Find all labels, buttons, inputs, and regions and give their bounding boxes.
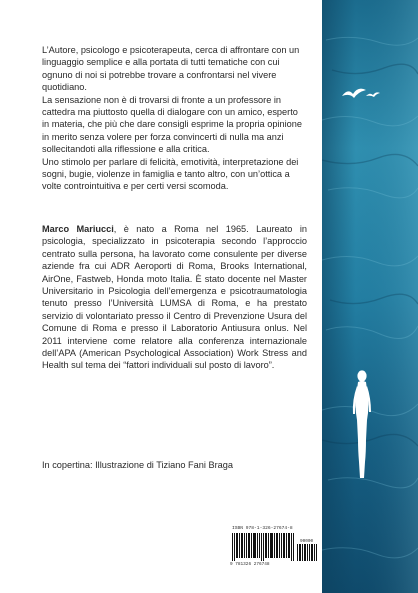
sea-background [322, 0, 418, 593]
cover-credit: In copertina: Illustrazione di Tiziano Fani Braga [42, 460, 233, 470]
isbn-text: ISBN 978-1-326-27674-8 [232, 526, 293, 531]
text-column [42, 44, 307, 372]
cover-illustration-strip [322, 0, 418, 593]
barcode [228, 526, 320, 570]
intro-paragraph-1: L’Autore, psicologo e psicoterapeuta, cerca di affrontare con un linguaggio semplice e alla portata di tutti tematiche con cui ognuno di noi si potrebbe trovare a confrontarsi nel vivere quotidiano. [42, 45, 300, 93]
ean-digits: 9 781326 276748 [230, 562, 270, 567]
barcode-addon-bars [296, 538, 318, 561]
author-bio [42, 223, 307, 372]
author-name: Marco Mariucci [42, 223, 114, 234]
author-bio-text: , è nato a Roma nel 1965. Laureato in psicologia, specializzato in psicoterapia secondo l’approccio centrato sulla persona, ha lavorato come consulente per diverse aziende fra cui ADR Aeroporti di Roma, Brooks International, AirOne, Fastweb, Honda moto Italia. È stato docente nel Master Universitario in Psicologia dell’emergenza e psicotraumatologia tenuto presso l’Università LUMSA di Roma, e ha prestato servizio di volontariato presso il Centro di Prevenzione Usura del Comune di Roma e presso il Laboratorio Antiusura onlus. Nel 2011 interviene come relatore alla conferenza internazionale dell’APA (American Psychological Association) Work Stress and Health sul tema dei “fattori individuali sul posto di lavoro”. [42, 223, 307, 371]
intro-paragraph-3: Uno stimolo per parlare di felicità, emotività, interpretazione dei sogni, bugie, violenze in famiglia e tanto altro, con un’ottica a volte controintuitiva e per certi versi scomoda. [42, 156, 299, 192]
barcode-bars [232, 533, 294, 561]
barcode-addon-text: 90000 [300, 539, 314, 544]
intro-paragraph-2: La sensazione non è di trovarsi di fronte a un professore in cattedra ma piuttosto quella di dialogare con un amico, esperto in materia, che più che dare consigli esprime la propria opinione in merito senza volere per forza convincerti di nulla ma anzi sollecitandoti alla riflessione e alla critica. [42, 94, 302, 155]
